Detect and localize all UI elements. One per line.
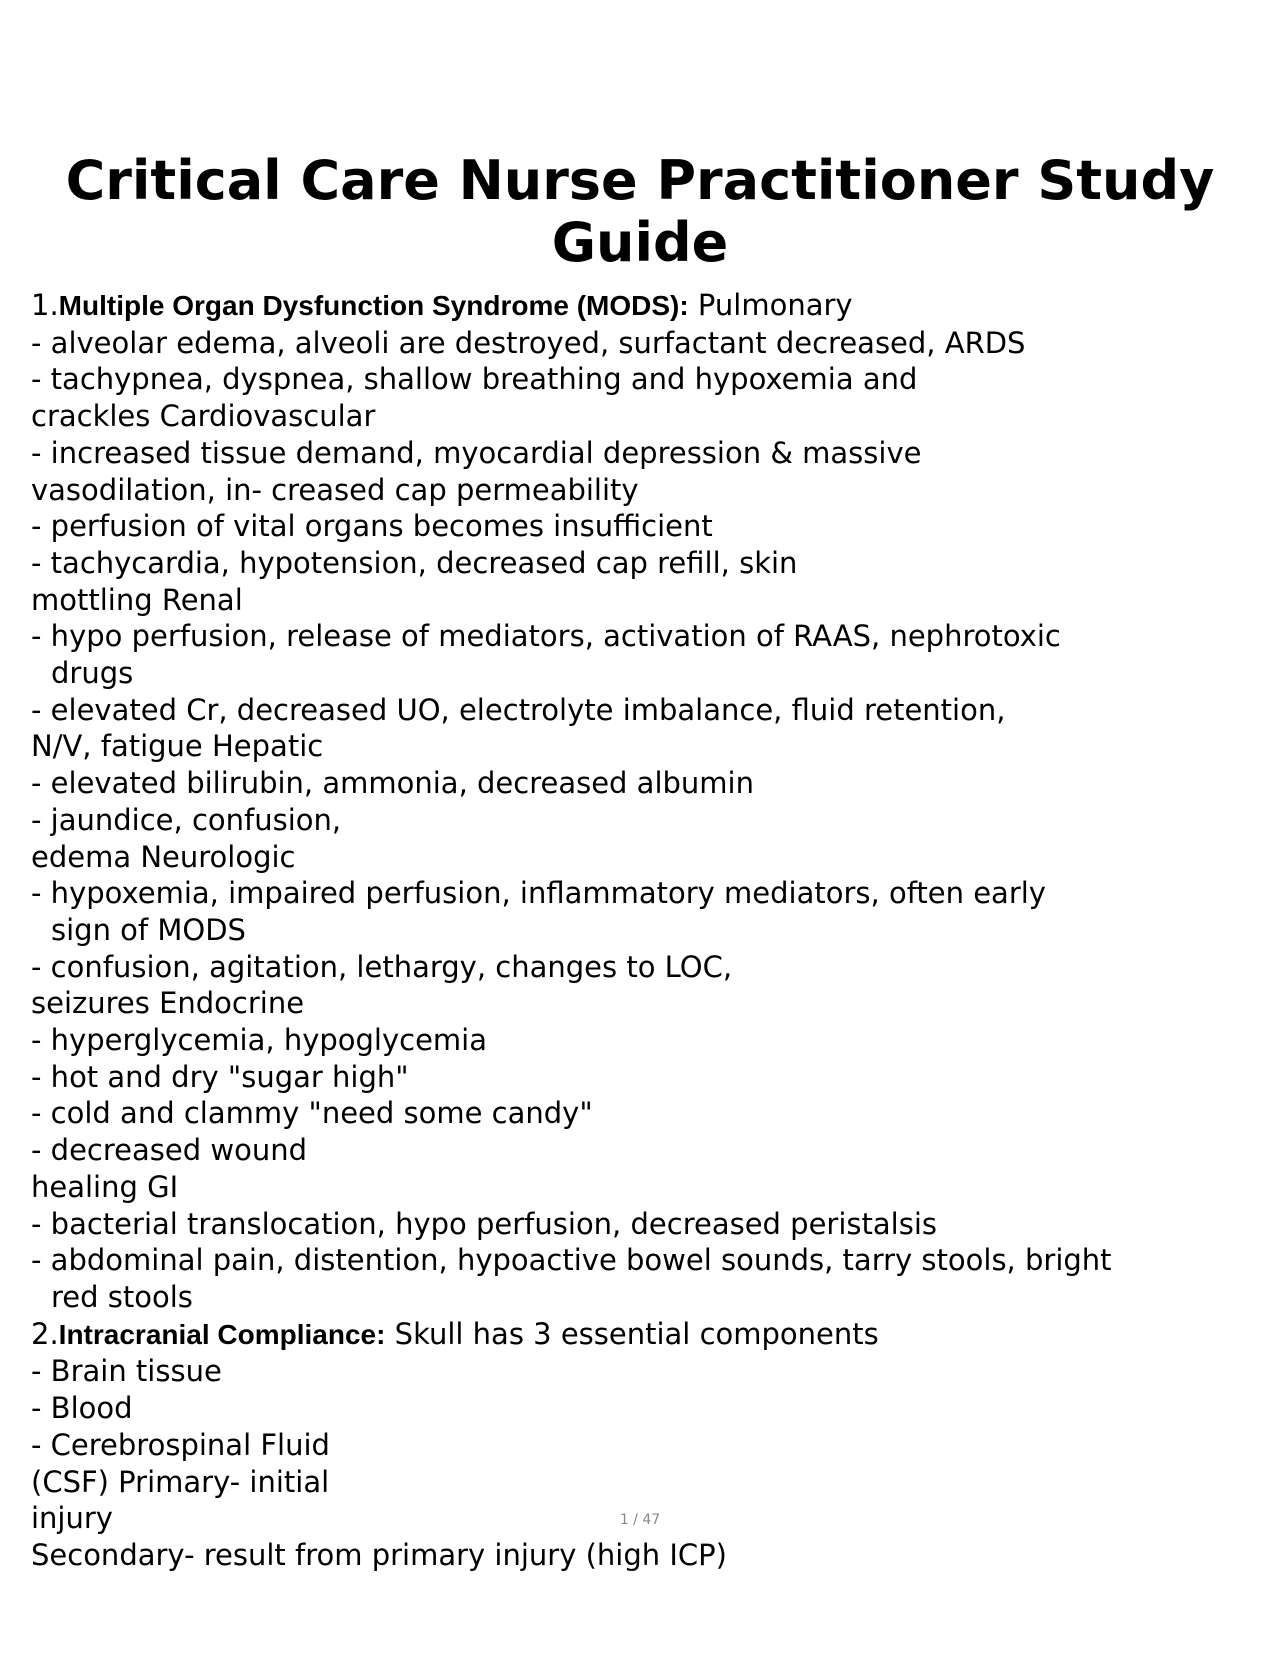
text-line-continuation: sign of MODS — [51, 912, 246, 947]
section-number: 2. — [31, 1316, 59, 1351]
text-line-continuation: drugs — [51, 656, 134, 691]
section-heading-text: Pulmonary — [688, 288, 853, 322]
text-line: - elevated Cr, decreased UO, electrolyte imbalance, fluid retention, — [31, 692, 1006, 727]
section-number: 1. — [31, 288, 59, 322]
text-line: - hot and dry "sugar high" — [31, 1059, 409, 1094]
text-line: Secondary- result from primary injury (high ICP) — [31, 1537, 727, 1572]
text-line: - bacterial translocation, hypo perfusion, decreased peristalsis — [31, 1206, 937, 1241]
section-heading-intracranial — [31, 1316, 1271, 1354]
text-line: - Cerebrospinal Fluid — [31, 1427, 330, 1462]
section-heading-mods — [31, 287, 1271, 325]
text-line-continuation: red stools — [51, 1279, 193, 1314]
text-line: - Blood — [31, 1391, 133, 1426]
text-line: - perfusion of vital organs becomes insufficient — [31, 509, 713, 544]
section-heading-text: Skull has 3 essential components — [385, 1316, 879, 1351]
text-line: edema Neurologic — [31, 839, 296, 874]
document-body — [31, 287, 1271, 1574]
section-label: Intracranial Compliance: — [58, 1318, 386, 1350]
text-line: - Brain tissue — [31, 1354, 222, 1389]
text-line: - tachypnea, dyspnea, shallow breathing and hypoxemia and — [31, 362, 918, 397]
page-title: Critical Care Nurse Practitioner Study Guide — [65, 149, 1215, 274]
text-line: vasodilation, in- creased cap permeability — [31, 472, 639, 507]
text-line: - increased tissue demand, myocardial depression & massive — [31, 435, 922, 470]
text-line: seizures Endocrine — [31, 986, 305, 1021]
text-line: healing GI — [31, 1169, 179, 1204]
text-line: injury — [31, 1501, 113, 1536]
text-line: - hypo perfusion, release of mediators, activation of RAAS, nephrotoxic — [31, 619, 1061, 654]
page-number: 1 / 47 — [619, 1512, 661, 1528]
text-line: mottling Renal — [31, 582, 243, 617]
text-line: - decreased wound — [31, 1133, 307, 1168]
text-line: - hyperglycemia, hypoglycemia — [31, 1023, 487, 1058]
text-line: - cold and clammy "need some candy" — [31, 1096, 593, 1131]
text-line: - alveolar edema, alveoli are destroyed, surfactant decreased, ARDS — [31, 325, 1026, 360]
text-line: N/V, fatigue Hepatic — [31, 729, 324, 764]
text-line: - hypoxemia, impaired perfusion, inflammatory mediators, often early — [31, 876, 1046, 911]
text-line: crackles Cardiovascular — [31, 399, 376, 434]
text-line: - jaundice, confusion, — [31, 802, 342, 837]
text-line: - abdominal pain, distention, hypoactive bowel sounds, tarry stools, bright — [31, 1243, 1112, 1278]
section-label: Multiple Organ Dysfunction Syndrome (MODS): — [58, 290, 689, 321]
text-line: - tachycardia, hypotension, decreased cap refill, skin — [31, 545, 798, 580]
text-line: - elevated bilirubin, ammonia, decreased albumin — [31, 766, 754, 801]
text-line: (CSF) Primary- initial — [31, 1464, 330, 1499]
text-line: - confusion, agitation, lethargy, changes to LOC, — [31, 949, 733, 984]
